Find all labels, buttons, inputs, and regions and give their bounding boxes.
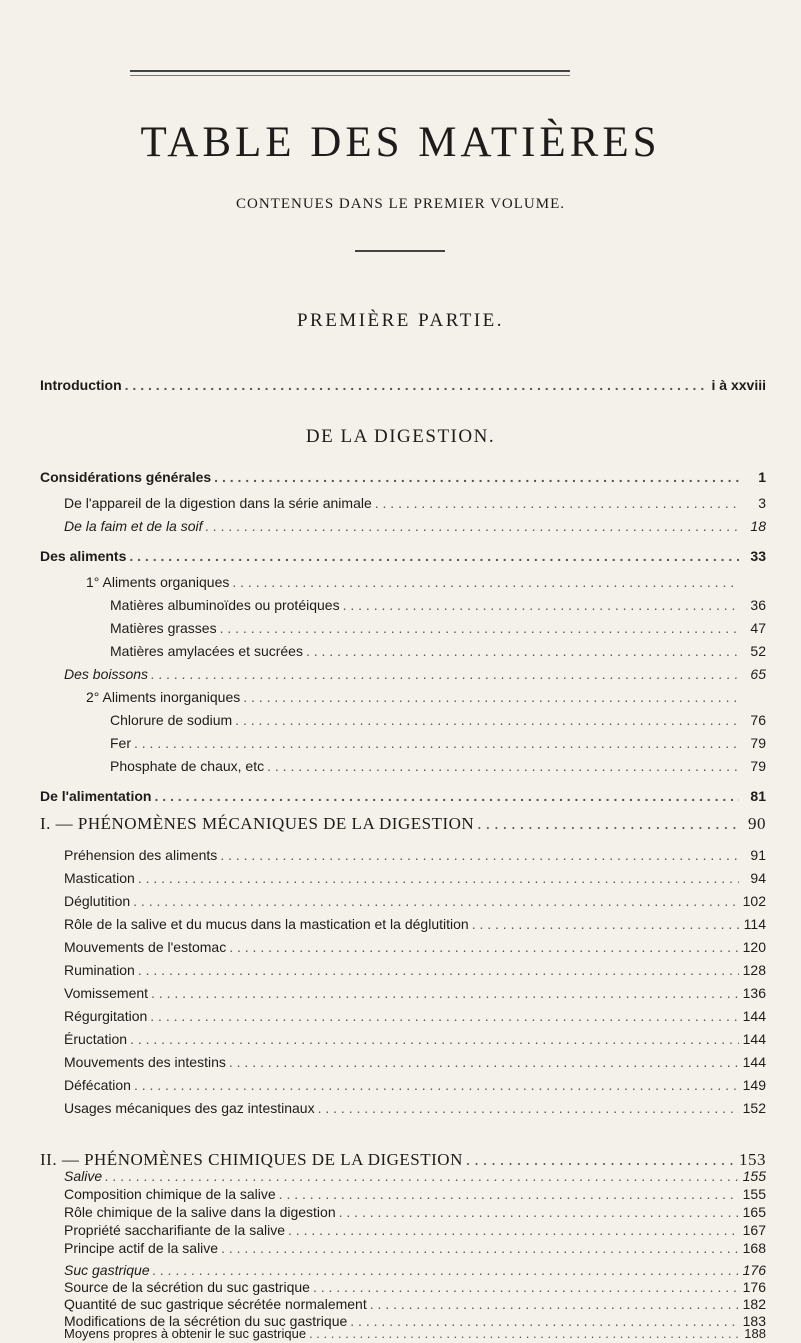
- toc-entry: Éructation . . . 144: [64, 1031, 766, 1053]
- toc-entry: Régurgitation . . . 144: [64, 1008, 766, 1030]
- dot-leader: [313, 1279, 739, 1295]
- toc-entry: Mastication . . . 94: [64, 870, 766, 892]
- toc-entry: Usages mécaniques des gaz intestinaux . . . 152: [64, 1100, 766, 1122]
- toc-entry: [64, 1326, 766, 1342]
- toc-entry: De l'alimentation . . . 81: [40, 788, 766, 810]
- top-double-rule-lower: [130, 75, 570, 76]
- page-title: TABLE DES MATIÈRES: [140, 119, 661, 166]
- toc-entry-label: Moyens propres à obtenir le suc gastrique: [64, 1326, 307, 1341]
- dot-leader: [309, 1326, 739, 1341]
- toc-entry: De l'appareil de la digestion dans la série animale . . . 3: [64, 495, 766, 517]
- toc-entry-label: Suc gastrique: [64, 1262, 150, 1278]
- dot-leader: [153, 1262, 739, 1278]
- dot-leader: [370, 1296, 739, 1312]
- toc-entry: Des aliments . . . 33: [40, 548, 766, 570]
- toc-entry: Phosphate de chaux, etc . . . 79: [110, 758, 766, 780]
- separator-rule: [355, 250, 445, 252]
- toc-entry-page: 176: [742, 1262, 766, 1278]
- toc-entry: Principe actif de la salive . . . 168: [64, 1240, 766, 1262]
- toc-entry: Défécation . . . 149: [64, 1077, 766, 1099]
- toc-entry: Fer . . . 79: [110, 735, 766, 757]
- toc-entry: Rôle chimique de la salive dans la digestion . . . 165: [64, 1204, 766, 1226]
- toc-entry: Préhension des aliments . . . 91: [64, 847, 766, 869]
- toc-entry-introduction: Introduction . . . i à xxviii: [40, 377, 766, 399]
- toc-entry: Considérations générales . . . 1: [40, 469, 766, 491]
- toc-entry: Matières grasses . . . 47: [110, 620, 766, 642]
- toc-entry: Mouvements des intestins . . . 144: [64, 1054, 766, 1076]
- toc-entry-page: 176: [742, 1279, 766, 1295]
- part-title: PREMIÈRE PARTIE.: [296, 310, 505, 331]
- toc-entry-label: Source de la sécrétion du suc gastrique: [64, 1279, 310, 1295]
- toc-entry: Matières amylacées et sucrées . . . 52: [110, 643, 766, 665]
- toc-entry-page: 188: [744, 1326, 766, 1341]
- toc-entry: Rumination . . . 128: [64, 962, 766, 984]
- toc-entry: Matières albuminoïdes ou protéiques . . . 36: [110, 597, 766, 619]
- toc-entry: Mouvements de l'estomac . . . 120: [64, 939, 766, 961]
- toc-entry: Déglutition . . . 102: [64, 893, 766, 915]
- toc-entry: Vomissement . . . 136: [64, 985, 766, 1007]
- toc-entry: Des boissons . . . 65: [64, 666, 766, 688]
- toc-entry: Rôle de la salive et du mucus dans la mastication et la déglutition . . . 114: [64, 916, 766, 938]
- toc-entry: Composition chimique de la salive . . . 155: [64, 1186, 766, 1208]
- toc-entry: Propriété saccharifiante de la salive . . . 167: [64, 1222, 766, 1244]
- page-subtitle: CONTENUES DANS LE PREMIER VOLUME.: [236, 196, 565, 212]
- toc-entry-label: Modifications de la sécrétion du suc gastrique: [64, 1313, 348, 1329]
- toc-entry-page: 183: [742, 1313, 766, 1329]
- toc-entry: Salive . . . 155: [64, 1168, 766, 1190]
- toc-entry: 2° Aliments inorganiques . . .: [86, 689, 766, 711]
- toc-entry: Chlorure de sodium . . . 76: [110, 712, 766, 734]
- toc-chapter-heading: I. — PHÉNOMÈNES MÉCANIQUES DE LA DIGESTION . . . 90: [40, 814, 766, 836]
- toc-entry: 1° Aliments organiques . . .: [86, 574, 766, 596]
- section-title: DE LA DIGESTION.: [305, 426, 496, 447]
- toc-chapter-heading: II. — PHÉNOMÈNES CHIMIQUES DE LA DIGESTION . . . 153: [40, 1150, 766, 1172]
- toc-entry: De la faim et de la soif . . . 18: [64, 518, 766, 540]
- toc-entry-page: 182: [742, 1296, 766, 1312]
- toc-entry-label: Quantité de suc gastrique sécrétée normalement: [64, 1296, 367, 1312]
- top-double-rule-upper: [130, 70, 570, 72]
